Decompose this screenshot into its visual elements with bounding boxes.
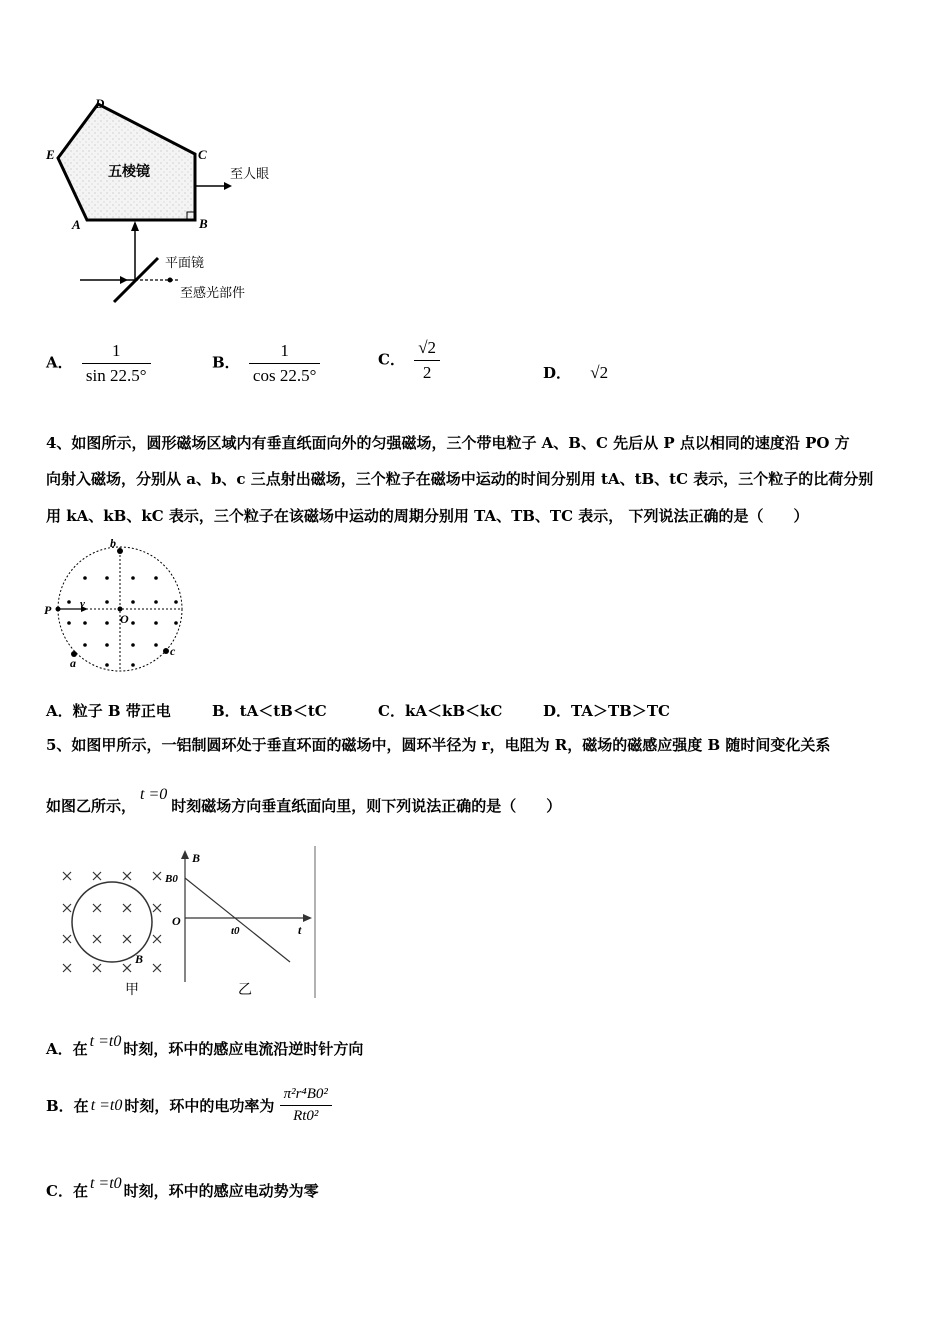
q4-line-1: 4、如图所示，圆形磁场区域内有垂直纸面向外的匀强磁场，三个带电粒子 A、B、C 先后从 P 点以相同的速度沿 PO 方 <box>46 434 850 452</box>
q5-option-c[interactable]: C．在 t =t0 时刻，环中的感应电动势为零 <box>46 1175 319 1200</box>
prism-shape <box>58 104 195 220</box>
power-num: π²r⁴B0² <box>283 1086 328 1102</box>
vertex-b: B <box>199 216 208 231</box>
frac-num: 1 <box>280 341 289 360</box>
q4-option-a[interactable]: A．粒子 B 带正电 <box>46 702 171 720</box>
q5-option-b[interactable]: B．在 t =t0 时刻，环中的电功率为 $\frac{\text{π²r⁴B0²}}{\text{Rt0²}}$ <box>46 1086 332 1125</box>
q4-option-b[interactable]: B．tA＜tB＜tC <box>212 702 327 720</box>
label-b0: B0 <box>165 873 178 885</box>
q4-option-c[interactable]: C．kA＜kB＜kC <box>378 702 503 720</box>
q3-option-a[interactable]: A． $\frac{1}{\sin 22.5^\circ}$ <box>46 341 151 386</box>
mirror-label: 平面镜 <box>165 255 205 270</box>
q3-option-c[interactable]: C． $\frac{√2}{2}$ <box>378 338 440 383</box>
prism-label: 五棱镜 <box>108 165 150 180</box>
vertex-c: C <box>198 147 207 162</box>
label-v: v <box>80 598 85 610</box>
q4-line-2: 向射入磁场，分别从 a、b、c 三点射出磁场，三个粒子在磁场中运动的时间分别用 tA、tB、tC 表示，三个粒子的比荷分别 <box>46 470 874 488</box>
math-t0: t =0 <box>140 786 168 803</box>
frac-num: √2 <box>418 338 437 357</box>
label-t0: t0 <box>231 925 240 937</box>
q5-option-a[interactable]: A．在 t =t0 时刻，环中的感应电流沿逆时针方向 <box>46 1033 364 1058</box>
q4-line-3: 用 kA、kB、kC 表示，三个粒子在该磁场中运动的周期分别用 TA、TB、TC 表示， 下列说法正确的是（ ） <box>46 507 809 525</box>
frac-num: 1 <box>111 341 121 360</box>
label-p: P <box>44 603 52 617</box>
frac-den: 2 <box>414 360 440 383</box>
label-c: c <box>170 644 176 658</box>
b-t-line <box>185 878 290 962</box>
vertex-d: D <box>95 96 105 111</box>
ring-label-b: B <box>135 952 144 966</box>
sensor-label: 至感光部件 <box>180 285 246 300</box>
label-yi: 乙 <box>238 983 252 998</box>
math-t-t0: t =t0 <box>90 1096 123 1114</box>
math-t-t0: t =t0 <box>89 1175 122 1192</box>
q4-option-d[interactable]: D．TA＞TB＞TC <box>543 702 670 720</box>
label-o: O <box>172 914 181 928</box>
frac-den: cos 22.5° <box>249 363 320 386</box>
aluminum-ring <box>72 882 152 962</box>
q3-option-b[interactable]: B． $\frac{1}{\cos 22.5^\circ}$ <box>212 341 320 386</box>
axis-t: t <box>298 923 302 937</box>
eye-label: 至人眼 <box>230 166 270 181</box>
vertex-a: A <box>72 217 81 232</box>
power-den: Rt0² <box>280 1105 332 1125</box>
math-t-t0: t =t0 <box>89 1033 122 1050</box>
pentaprism-figure <box>40 90 300 315</box>
ring-and-graph-figure <box>55 842 325 1002</box>
label-o: O <box>120 612 129 626</box>
label-a: a <box>70 656 76 670</box>
magnetic-field-circle-figure <box>40 535 200 675</box>
axis-b: B <box>192 851 201 865</box>
frac-den: sin 22.5° <box>82 363 151 386</box>
q5-line-1: 5、如图甲所示，一铝制圆环处于垂直环面的磁场中，圆环半径为 r，电阻为 R，磁场的磁感应强度 B 随时间变化关系 <box>46 736 831 754</box>
vertex-e: E <box>46 147 55 162</box>
label-b: b <box>110 536 116 550</box>
q5-line-2: 如图乙所示，t =0时刻磁场方向垂直纸面向里，则下列说法正确的是（ ） <box>46 786 562 815</box>
label-jia: 甲 <box>125 983 139 998</box>
q3-option-d[interactable]: D． √2 <box>543 363 609 382</box>
